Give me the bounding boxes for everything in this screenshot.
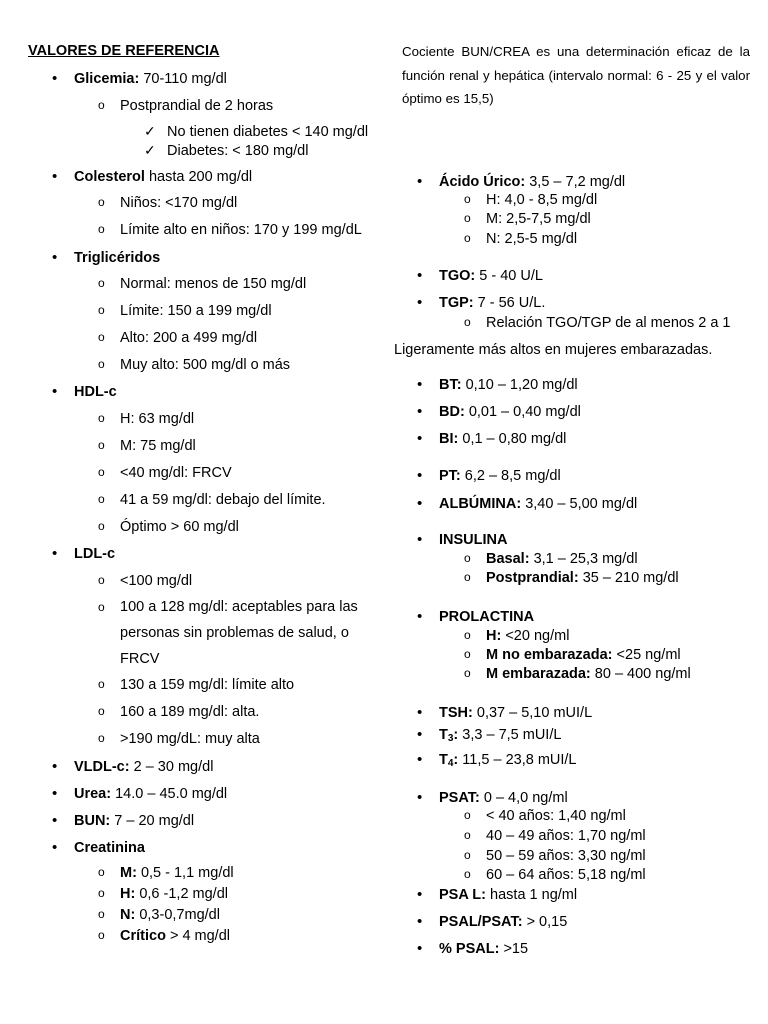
creatinina-subitem: [120, 865, 234, 881]
ldl-subitem: o <100 mg/dl: [120, 573, 192, 589]
tgp-item: [439, 295, 545, 311]
hdl-item: [74, 384, 117, 400]
psat-label: PSAT:: [439, 790, 480, 806]
psal-psat-label: PSAL/PSAT:: [439, 914, 523, 930]
hdl-subitem: o 41 a 59 mg/dl: debajo del límite.: [120, 492, 326, 508]
insulina-subvalue: 3,1 – 25,3 mg/dl: [533, 551, 638, 567]
psat-subitem: o 40 – 49 años: 1,70 ng/ml: [486, 828, 646, 844]
creatinina-item: [74, 840, 145, 856]
acido-urico-label: Ácido Úrico:: [439, 174, 526, 190]
psal-item: [439, 887, 577, 903]
insulina-subvalue: 35 – 210 mg/dl: [582, 570, 679, 586]
prolactina-subitem: [486, 647, 681, 663]
hdl-subitem: o M: 75 mg/dl: [120, 438, 196, 454]
t3-value: 3,3 – 7,5 mUI/L: [462, 727, 562, 743]
ldl-subitem: o 130 a 159 mg/dl: límite alto: [120, 677, 294, 693]
glicemia-value: 70-110 mg/dl: [143, 71, 227, 87]
creatinina-sublabel: M:: [120, 865, 137, 881]
t4-subscript: 4: [447, 758, 454, 769]
insulina-subitem: [486, 551, 638, 567]
bt-label: BT:: [439, 377, 462, 393]
insulina-subitem: [486, 570, 679, 586]
albumina-value: 3,40 – 5,00 mg/dl: [525, 496, 638, 512]
creatinina-subvalue: 0,6 -1,2 mg/dl: [139, 886, 229, 902]
bi-value: 0,1 – 0,80 mg/dl: [462, 431, 567, 447]
creatinina-sublabel: H:: [120, 886, 136, 902]
prolactina-item: [439, 609, 534, 625]
tsh-value: 0,37 – 5,10 mUI/L: [476, 705, 593, 721]
glicemia-item: [74, 71, 227, 87]
t4-label: $T_4$:: [439, 752, 459, 769]
psat-value: 0 – 4,0 ng/ml: [483, 790, 568, 806]
urea-value: 14.0 – 45.0 mg/dl: [115, 786, 228, 802]
creatinina-subitem: [120, 907, 220, 923]
colesterol-label: Colesterol: [74, 169, 145, 185]
acido-urico-value: 3,5 – 7,2 mg/dl: [529, 174, 626, 190]
acido-urico-subitem: o N: 2,5-5 mg/dl: [486, 231, 577, 247]
insulina-label: INSULINA: [439, 532, 508, 548]
prolactina-subvalue: <25 ng/ml: [616, 647, 681, 663]
psal-psat-value: > 0,15: [526, 914, 568, 930]
colesterol-value: hasta 200 mg/dl: [148, 169, 253, 185]
urea-item: [74, 786, 227, 802]
trigliceridos-subitem: o Límite: 150 a 199 mg/dl: [120, 303, 272, 319]
prolactina-sublabel: M embarazada:: [486, 666, 591, 682]
glicemia-postprandial: o Postprandial de 2 horas: [120, 98, 273, 114]
hdl-subitem: o <40 mg/dl: FRCV: [120, 465, 232, 481]
t3-label: $T_3$:: [439, 727, 459, 744]
acido-urico-subitem: o H: 4,0 - 8,5 mg/dl: [486, 192, 597, 208]
psal-value: hasta 1 ng/ml: [490, 887, 578, 903]
creatinina-subitem: [120, 928, 230, 944]
tgp-label: TGP:: [439, 295, 474, 311]
urea-label: Urea:: [74, 786, 112, 802]
pregnancy-note: Ligeramente más altos en mujeres embarazadas.: [394, 342, 713, 358]
acido-urico-subitem: o M: 2,5-7,5 mg/dl: [486, 211, 591, 227]
albumina-item: [439, 496, 637, 512]
tgp-subitem: o Relación TGO/TGP de al menos 2 a 1: [486, 315, 730, 331]
pct-psal-item: [439, 941, 528, 957]
t4-letter: T: [439, 752, 448, 768]
bt-value: 0,10 – 1,20 mg/dl: [465, 377, 578, 393]
hdl-subitem: o H: 63 mg/dl: [120, 411, 194, 427]
ldl-subitem: o >190 mg/dL: muy alta: [120, 731, 260, 747]
trigliceridos-item: [74, 250, 160, 266]
prolactina-subvalue: 80 – 400 ng/ml: [594, 666, 691, 682]
prolactina-sublabel: M no embarazada:: [486, 647, 613, 663]
creatinina-subvalue: 0,3-0,7mg/dl: [139, 907, 220, 923]
t3-letter: T: [439, 727, 448, 743]
albumina-label: ALBÚMINA:: [439, 496, 522, 512]
trigliceridos-subitem: o Muy alto: 500 mg/dl o más: [120, 357, 290, 373]
creatinina-sublabel: Crítico: [120, 928, 166, 944]
prolactina-subitem: [486, 628, 569, 644]
t3-subscript: 3: [447, 733, 454, 744]
tgo-item: [439, 268, 543, 284]
vldl-label: VLDL-c:: [74, 759, 130, 775]
creatinina-subitem: [120, 886, 228, 902]
bun-value: 7 – 20 mg/dl: [114, 813, 195, 829]
pt-value: 6,2 – 8,5 mg/dl: [464, 468, 561, 484]
acido-urico-item: [439, 174, 625, 190]
colesterol-item: [74, 169, 252, 185]
bd-value: 0,01 – 0,40 mg/dl: [468, 404, 581, 420]
colesterol-subitem: o Niños: <170 mg/dl: [120, 195, 237, 211]
bun-crea-paragraph: Cociente BUN/CREA es una determinación eficaz de la función renal y hepática (intervalo normal: 6 - 25 y el valor óptimo es 15,5): [402, 44, 750, 106]
psat-subitem: o 60 – 64 años: 5,18 ng/ml: [486, 867, 646, 883]
bun-item: [74, 813, 194, 829]
colesterol-subitem: o Límite alto en niños: 170 y 199 mg/dL: [120, 222, 362, 238]
ldl-subitem: o 100 a 128 mg/dl: aceptables para las personas sin problemas de salud, o FRCV: [120, 594, 382, 672]
creatinina-sublabel: N:: [120, 907, 136, 923]
hdl-label: HDL-c: [74, 384, 117, 400]
prolactina-subvalue: <20 ng/ml: [505, 628, 570, 644]
prolactina-subitem: [486, 666, 691, 682]
creatinina-subvalue: 0,5 - 1,1 mg/dl: [140, 865, 234, 881]
tgo-value: 5 - 40 U/L: [479, 268, 543, 284]
t3-item: [439, 727, 561, 744]
pt-item: [439, 468, 561, 484]
creatinina-label: Creatinina: [74, 840, 145, 856]
psat-subitem: o < 40 años: 1,40 ng/ml: [486, 808, 626, 824]
insulina-sublabel: Basal:: [486, 551, 530, 567]
bt-item: [439, 377, 578, 393]
bi-label: BI:: [439, 431, 459, 447]
creatinina-subvalue: > 4 mg/dl: [169, 928, 230, 944]
ldl-subitem: o 160 a 189 mg/dl: alta.: [120, 704, 259, 720]
page-title: VALORES DE REFERENCIA: [28, 43, 220, 59]
prolactina-label: PROLACTINA: [439, 609, 535, 625]
pt-label: PT:: [439, 468, 461, 484]
pct-psal-value: >15: [503, 941, 529, 957]
insulina-item: [439, 532, 507, 548]
psat-item: [439, 790, 568, 806]
trigliceridos-label: Triglicéridos: [74, 250, 161, 266]
hdl-subitem: o Óptimo > 60 mg/dl: [120, 519, 239, 535]
trigliceridos-subitem: o Normal: menos de 150 mg/dl: [120, 276, 306, 292]
tsh-label: TSH:: [439, 705, 473, 721]
bd-item: [439, 404, 581, 420]
glicemia-check: ✓ Diabetes: < 180 mg/dl: [167, 143, 308, 159]
vldl-item: [74, 759, 213, 775]
tgo-label: TGO:: [439, 268, 476, 284]
psal-psat-item: [439, 914, 567, 930]
ldl-item: [74, 546, 115, 562]
t4-item: [439, 752, 576, 769]
psat-subitem: o 50 – 59 años: 3,30 ng/ml: [486, 848, 646, 864]
trigliceridos-subitem: o Alto: 200 a 499 mg/dl: [120, 330, 257, 346]
insulina-sublabel: Postprandial:: [486, 570, 579, 586]
psal-label: PSA L:: [439, 887, 486, 903]
bi-item: [439, 431, 566, 447]
ldl-label: LDL-c: [74, 546, 116, 562]
prolactina-sublabel: H:: [486, 628, 502, 644]
tsh-item: [439, 705, 592, 721]
glicemia-check: ✓ No tienen diabetes < 140 mg/dl: [167, 124, 368, 140]
glicemia-label: Glicemia:: [74, 71, 140, 87]
vldl-value: 2 – 30 mg/dl: [133, 759, 214, 775]
bd-label: BD:: [439, 404, 465, 420]
tgp-value: 7 - 56 U/L.: [477, 295, 546, 311]
bun-label: BUN:: [74, 813, 111, 829]
pct-psal-label: % PSAL:: [439, 941, 500, 957]
t4-value: 11,5 – 23,8 mUI/L: [462, 752, 577, 768]
